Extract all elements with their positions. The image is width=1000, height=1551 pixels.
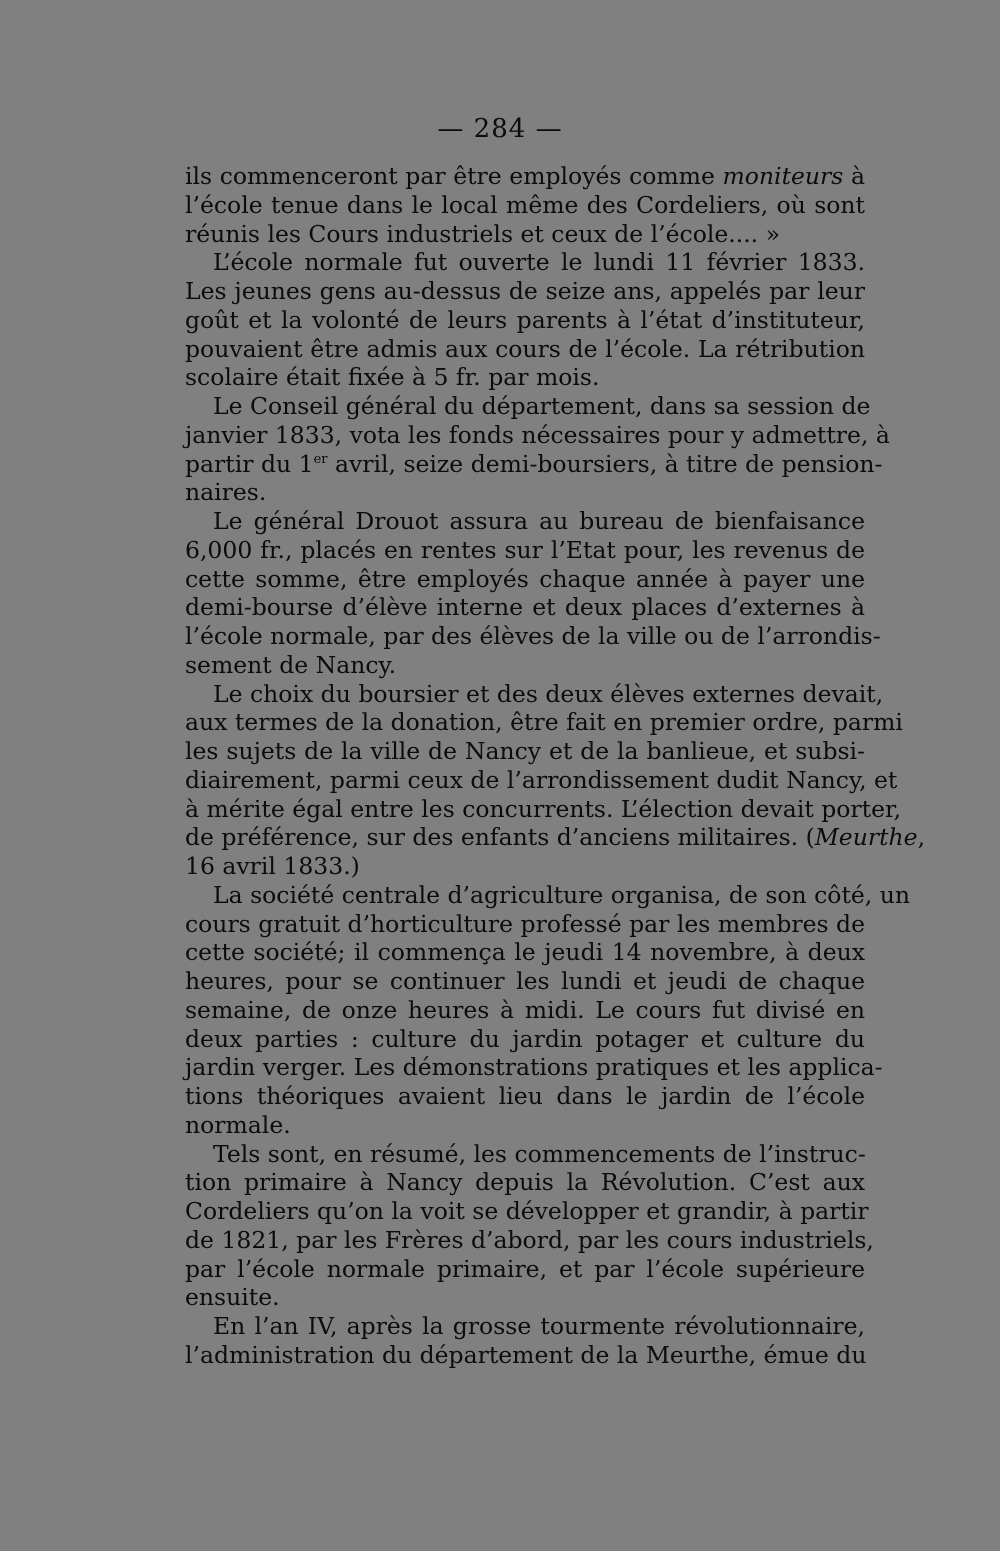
text-run: à	[843, 162, 865, 190]
text-run: de préférence, sur des enfants d’anciens militaires. (	[185, 823, 815, 852]
text-line: cette société; il commença le jeudi 14 novembre, à deux	[185, 938, 865, 967]
text-line: diairement, parmi ceux de l’arrondissement dudit Nancy, et	[185, 765, 898, 794]
text-line: par l’école normale primaire, et par l’école supérieure	[185, 1254, 865, 1283]
text-line: pouvaient être admis aux cours de l’école. La rétribution	[185, 334, 865, 363]
text-line: scolaire était fixée à 5 fr. par mois.	[185, 363, 600, 392]
text-run: avril, seize demi-boursiers, à titre de pension-	[327, 449, 883, 478]
page-number: — 284 —	[437, 114, 563, 144]
text-line: demi-bourse d’élève interne et deux places d’externes à	[185, 593, 865, 622]
text-line: Le choix du boursier et des deux élèves externes devait,	[213, 679, 884, 708]
superscript: er	[313, 451, 328, 467]
text-line: normale.	[185, 1110, 291, 1139]
text-line: La société centrale d’agriculture organisa, de son côté, un	[213, 880, 911, 909]
text-line: naires.	[185, 478, 267, 507]
text-line: 6,000 fr., placés en rentes sur l’Etat pour, les revenus de	[185, 535, 865, 564]
text-line	[185, 449, 883, 479]
text-line	[185, 823, 926, 852]
text-line: à mérite égal entre les concurrents. L’élection devait porter,	[185, 794, 902, 823]
text-line: tion primaire à Nancy depuis la Révolution. C’est aux	[185, 1168, 865, 1197]
text-line: l’école tenue dans le local même des Cordeliers, où sont	[185, 190, 865, 219]
text-run: ils commenceront par être employés comme	[185, 162, 723, 190]
text-line: l’école normale, par des élèves de la ville ou de l’arrondis-	[185, 622, 881, 650]
text-line: En l’an IV, après la grosse tourmente révolutionnaire,	[213, 1312, 865, 1340]
text-line: cours gratuit d’horticulture professé par les membres de	[185, 909, 865, 938]
text-line: aux termes de la donation, être fait en premier ordre, parmi	[185, 708, 903, 737]
text-line: tions théoriques avaient lieu dans le jardin de l’école	[185, 1082, 865, 1110]
text-line: Cordeliers qu’on la voit se développer et grandir, à partir	[185, 1197, 869, 1225]
text-line: l’administration du département de la Meurthe, émue du	[185, 1340, 867, 1369]
text-line: heures, pour se continuer les lundi et jeudi de chaque	[185, 967, 865, 995]
text-line: Le général Drouot assura au bureau de bienfaisance	[213, 507, 865, 535]
text-line: semaine, de onze heures à midi. Le cours fut divisé en	[185, 995, 865, 1024]
text-line: Le Conseil général du département, dans sa session de	[213, 392, 871, 420]
italic-word: Meurthe	[814, 823, 918, 852]
text-line: réunis les Cours industriels et ceux de l’école.... »	[185, 219, 780, 248]
text-line: jardin verger. Les démonstrations pratiques et les applica-	[185, 1053, 883, 1082]
text-line: les sujets de la ville de Nancy et de la banlieue, et subsi-	[185, 737, 865, 765]
text-line: goût et la volonté de leurs parents à l’état d’instituteur,	[185, 305, 865, 334]
text-line: Tels sont, en résumé, les commencements de l’instruc-	[213, 1139, 866, 1168]
text-line: L’école normale fut ouverte le lundi 11 février 1833.	[213, 248, 865, 277]
italic-word: moniteurs	[722, 162, 844, 190]
text-line: Les jeunes gens au-dessus de seize ans, appelés par leur	[185, 277, 865, 305]
text-line: de 1821, par les Frères d’abord, par les cours industriels,	[185, 1225, 874, 1254]
text-line: deux parties : culture du jardin potager et culture du	[185, 1024, 865, 1053]
text-line: 16 avril 1833.)	[185, 852, 360, 880]
text-line: sement de Nancy.	[185, 650, 397, 679]
text-run: ,	[917, 823, 926, 852]
text-line	[185, 162, 865, 191]
text-line: ensuite.	[185, 1283, 280, 1312]
body-text	[185, 162, 926, 1370]
text-line: janvier 1833, vota les fonds nécessaires pour y admettre, à	[185, 420, 890, 449]
text-run: partir du 1	[185, 449, 314, 478]
text-line: cette somme, être employés chaque année à payer une	[185, 564, 865, 593]
